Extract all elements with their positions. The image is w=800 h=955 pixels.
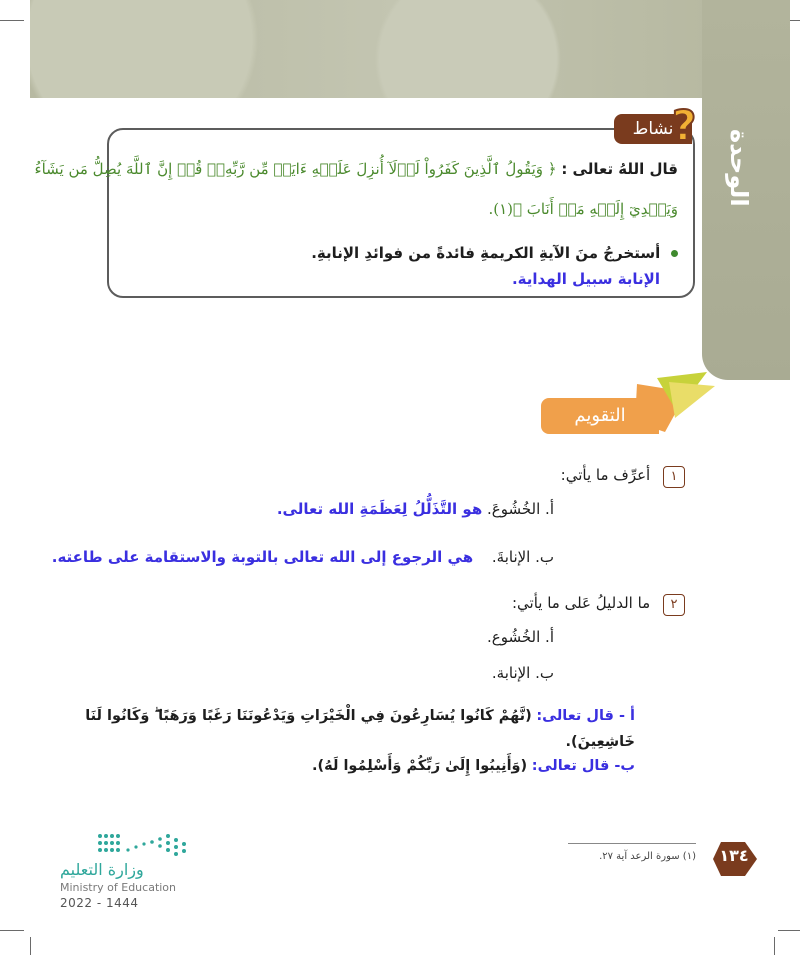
ans-a-text-1: (نَّهُمْ كَانُوا يُسَارِعُونَ فِي الْخَيْرَاتِ وَيَدْعُونَنَا رَغَبًا وَرَهَبًا ۖ وَكَانُوا لَنَا <box>85 708 532 724</box>
q2-heading <box>125 594 685 616</box>
page-number: ١٣٤ <box>719 846 749 865</box>
q1a-label: أ. الخُشُوعَ. <box>487 500 554 518</box>
q1b-answer: هي الرجوع إلى الله تعالى بالتوبة والاستقامة على طاعته. <box>51 548 474 566</box>
ans-b-text: (وَأَنِيبُوا إِلَىٰ رَبِّكُمْ وَأَسْلِمُوا لَهُ). <box>312 758 528 774</box>
q1-heading <box>125 466 685 488</box>
q2a-label: أ. الخُشُوع. <box>487 628 554 646</box>
activity-tag: نشاط <box>614 114 692 144</box>
q1a-answer: هو التَّذَلُّلُ لِعَظَمَةِ الله تعالى. <box>276 500 483 518</box>
q1b-row <box>34 548 554 566</box>
verse-line-1 <box>34 160 678 178</box>
verse-text-1: ﴿ وَيَقُولُ ٱلَّذِينَ كَفَرُواْ لَوۡلَآ أُنزِلَ عَلَيۡهِ ءَايَةٞ مِّن رَّبِّهِۦۗ قُلۡ إِنَّ ٱللَّهَ يُضِلُّ مَن يَشَآءُ <box>34 160 557 178</box>
crop-mark <box>0 930 24 931</box>
q1-text: أعرِّف ما يأتي: <box>560 466 651 484</box>
q1a-row <box>124 500 554 518</box>
ans-b-prefix: ب- قال تعالى: <box>531 758 635 774</box>
q2b-label: ب. الإنابة. <box>491 664 554 682</box>
ministry-name-arabic: وزارة التعليم <box>60 860 144 879</box>
unit-title: الوحدة <box>725 129 753 207</box>
ministry-name-english: Ministry of Education <box>60 881 177 894</box>
ans-a-line-2: خَاشِعِينَ). <box>565 734 635 750</box>
evaluation-tab: التقويم <box>541 398 659 434</box>
q1-number: ١ <box>663 466 685 488</box>
ministry-logo-icon <box>92 830 192 856</box>
header-banner <box>30 0 760 98</box>
q2-number: ٢ <box>663 594 685 616</box>
activity-answer: الإنابة سبيل الهداية. <box>511 270 660 288</box>
ans-b-line <box>25 758 635 774</box>
verse-intro: قال اللهُ تعالى : <box>561 160 678 178</box>
verse-line-2: وَيَهۡدِيٓ إِلَيۡهِ مَنۡ أَنَابَ ﴾(١). <box>488 200 678 218</box>
ans-a-prefix: أ - قال تعالى: <box>536 708 635 724</box>
activity-question-line <box>108 244 678 262</box>
footnote: (١) سورة الرعد آية ٢٧. <box>599 851 696 862</box>
crop-mark <box>778 930 800 931</box>
question-mark-icon: ? <box>672 101 697 150</box>
crop-mark <box>774 937 775 955</box>
activity-question: أستخرجُ منَ الآيةِ الكريمةِ فائدةً من فوائدِ الإنابةِ. <box>311 244 661 262</box>
crop-mark <box>0 20 24 21</box>
q2-text: ما الدليلُ عَلى ما يأتي: <box>511 594 651 612</box>
edition-year: 2022 - 1444 <box>60 896 139 910</box>
crop-mark <box>30 937 31 955</box>
footnote-rule <box>568 843 696 844</box>
bullet-icon <box>671 250 678 257</box>
ans-a-line-1 <box>25 708 635 724</box>
q1b-label: ب. الإنابةَ. <box>491 548 554 566</box>
